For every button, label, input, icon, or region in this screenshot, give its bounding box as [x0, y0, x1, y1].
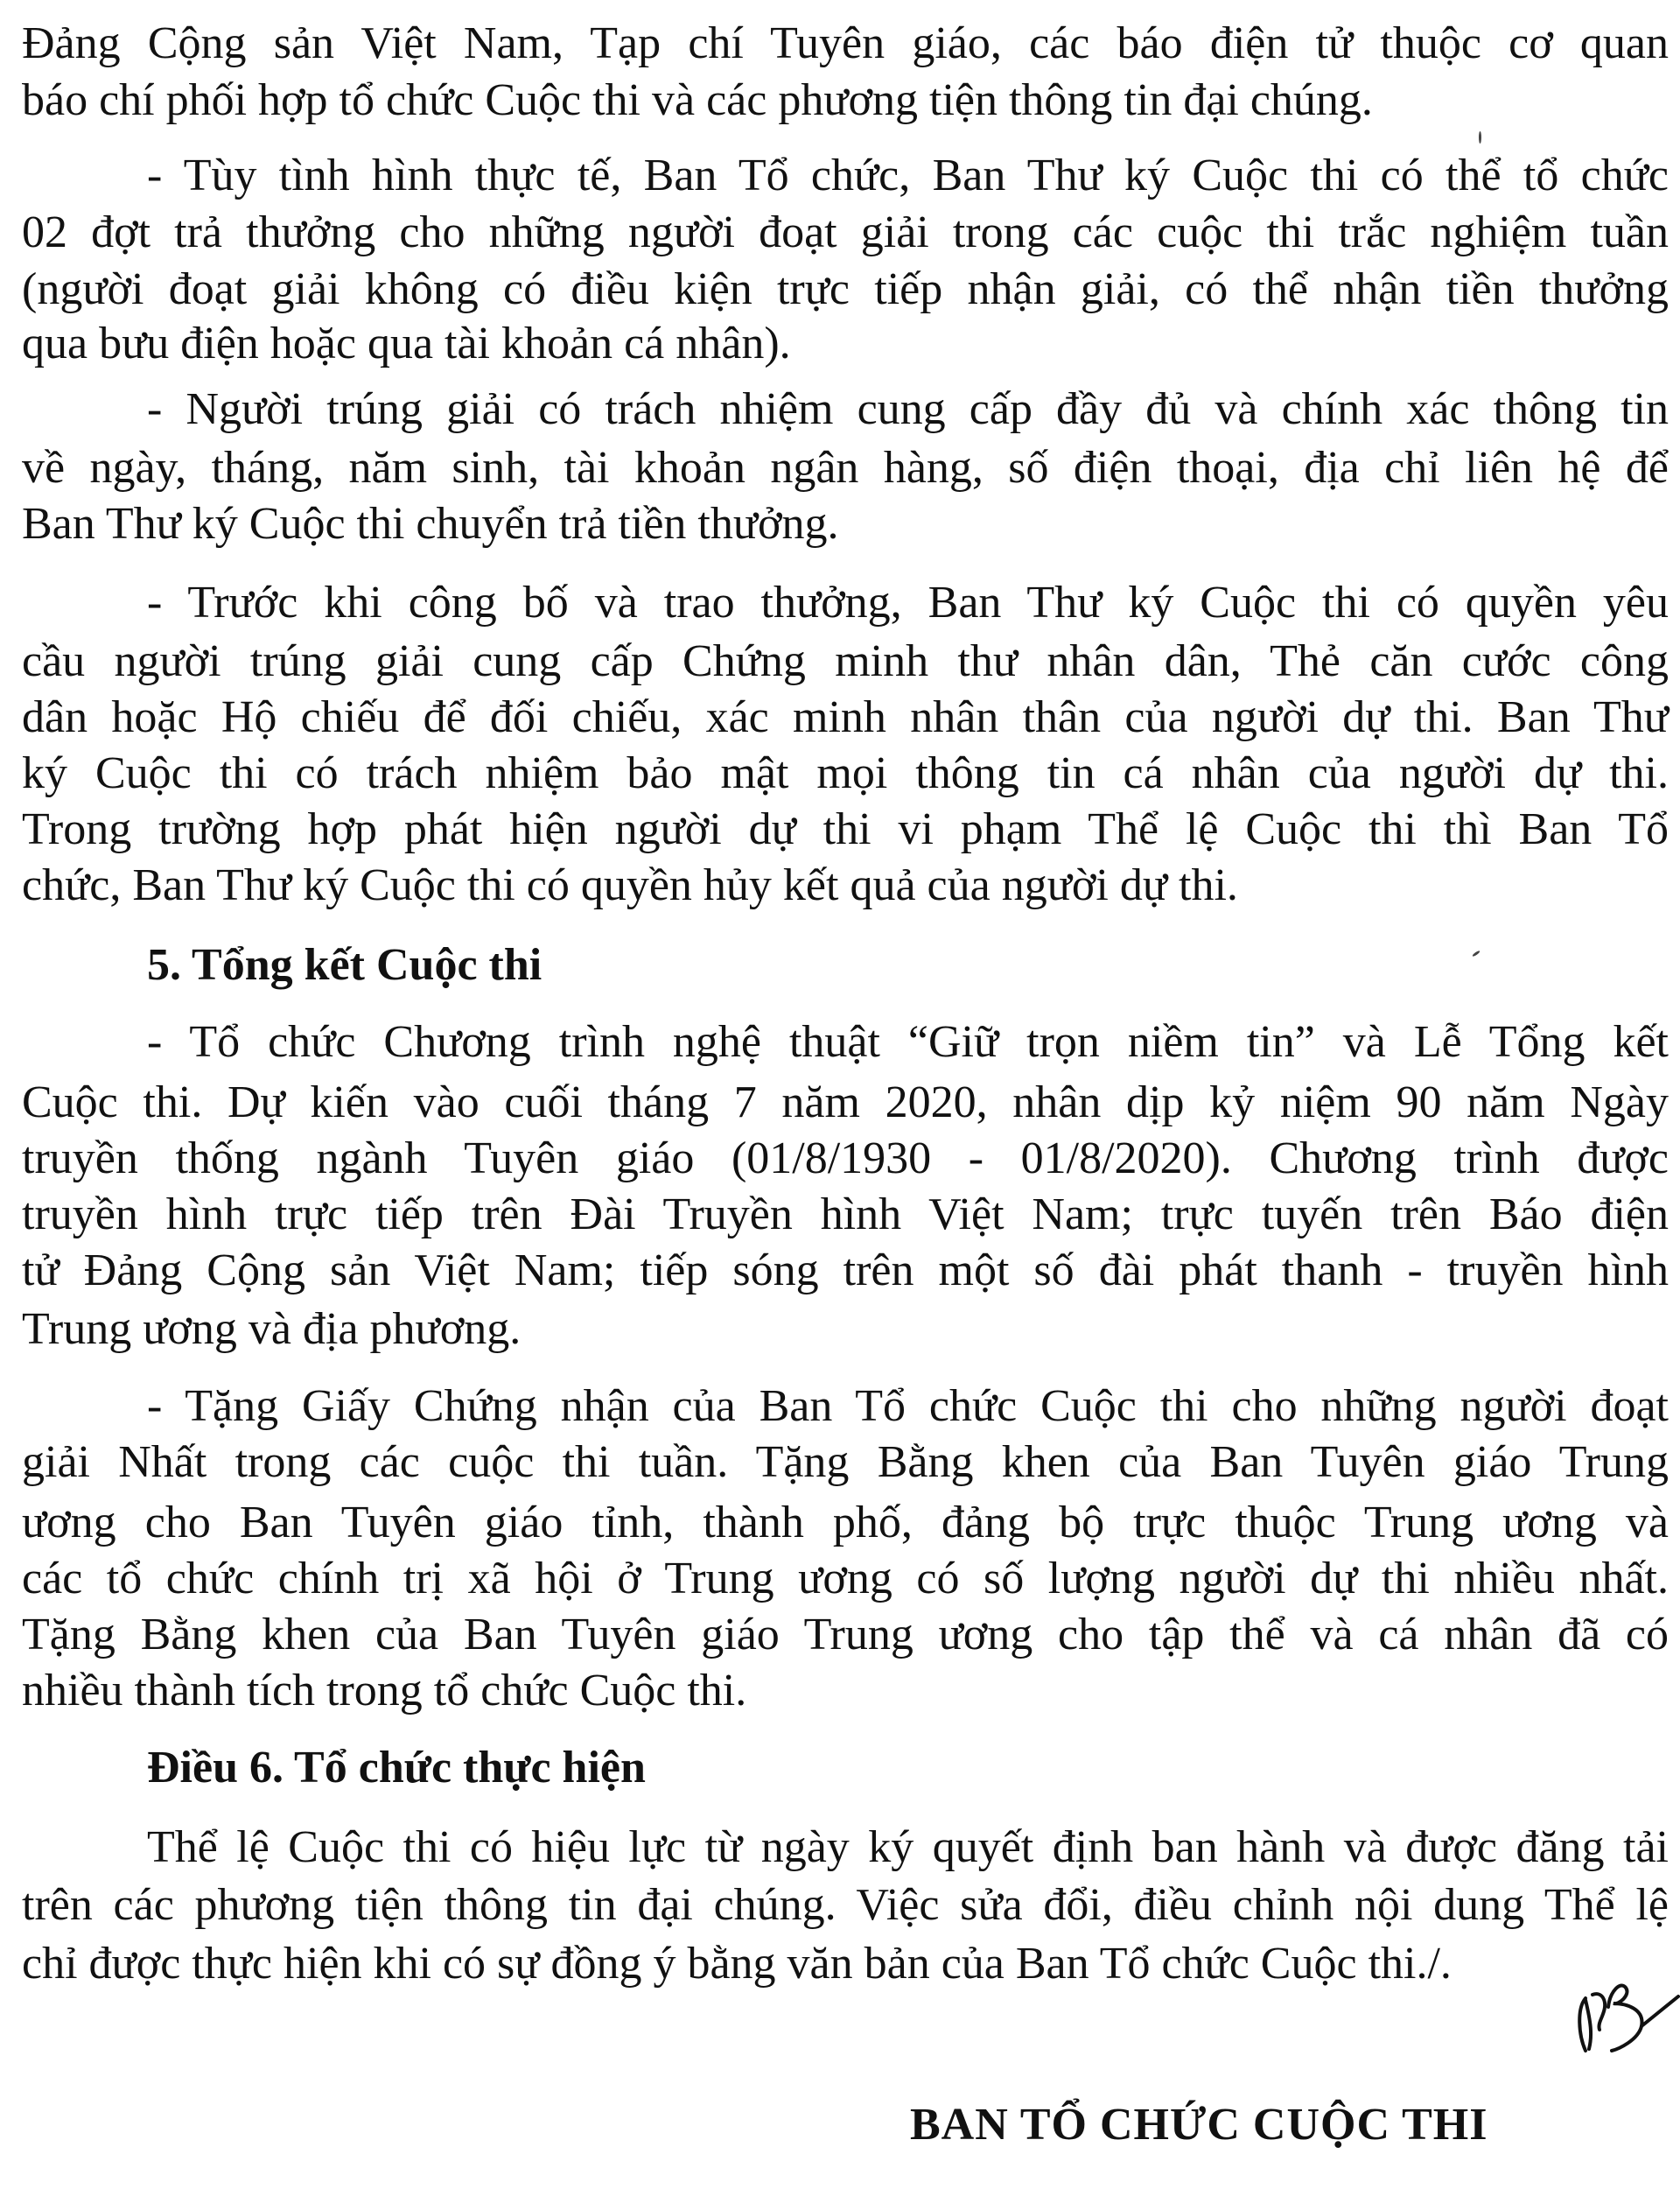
text-line: ký Cuộc thi có trách nhiệm bảo mật mọi thông tin cá nhân của người dự thi.: [22, 748, 1669, 798]
text-line: qua bưu điện hoặc qua tài khoản cá nhân).: [22, 319, 791, 368]
scan-artifact: [1479, 131, 1481, 144]
text-line: báo chí phối hợp tổ chức Cuộc thi và các phương tiện thông tin đại chúng.: [22, 75, 1373, 125]
text-line: 02 đợt trả thưởng cho những người đoạt giải trong các cuộc thi trắc nghiệm tuần: [22, 207, 1669, 257]
text-line: dân hoặc Hộ chiếu để đối chiếu, xác minh nhân thân của người dự thi. Ban Thư: [22, 692, 1669, 742]
text-line: - Tùy tình hình thực tế, Ban Tổ chức, Ban Thư ký Cuộc thi có thể tổ chức: [147, 151, 1669, 200]
section-heading-5: 5. Tổng kết Cuộc thi: [147, 940, 542, 990]
text-line: Thể lệ Cuộc thi có hiệu lực từ ngày ký quyết định ban hành và được đăng tải: [147, 1822, 1669, 1872]
text-line: Tặng Bằng khen của Ban Tuyên giáo Trung ương cho tập thể và cá nhân đã có: [22, 1610, 1669, 1659]
text-line: - Tổ chức Chương trình nghệ thuật “Giữ trọn niềm tin” và Lễ Tổng kết: [147, 1017, 1669, 1067]
text-line: tử Đảng Cộng sản Việt Nam; tiếp sóng trên một số đài phát thanh - truyền hình: [22, 1245, 1669, 1295]
text-line: - Người trúng giải có trách nhiệm cung cấp đầy đủ và chính xác thông tin: [147, 384, 1669, 434]
article-heading-6: Điều 6. Tổ chức thực hiện: [147, 1743, 646, 1793]
text-line: chức, Ban Thư ký Cuộc thi có quyền hủy kết quả của người dự thi.: [22, 860, 1238, 910]
text-line: về ngày, tháng, năm sinh, tài khoản ngân hàng, số điện thoại, địa chỉ liên hệ để: [22, 443, 1669, 493]
text-line: truyền thống ngành Tuyên giáo (01/8/1930 - 01/8/2020). Chương trình được: [22, 1133, 1669, 1183]
scan-artifact: [1472, 950, 1480, 957]
text-line: các tổ chức chính trị xã hội ở Trung ương có số lượng người dự thi nhiều nhất.: [22, 1554, 1669, 1603]
text-line: Cuộc thi. Dự kiến vào cuối tháng 7 năm 2020, nhân dịp kỷ niệm 90 năm Ngày: [22, 1077, 1669, 1127]
text-line: Trung ương và địa phương.: [22, 1304, 522, 1354]
text-line: cầu người trúng giải cung cấp Chứng minh thư nhân dân, Thẻ căn cước công: [22, 636, 1669, 686]
text-line: ương cho Ban Tuyên giáo tỉnh, thành phố, đảng bộ trực thuộc Trung ương và: [22, 1498, 1669, 1547]
text-line: Trong trường hợp phát hiện người dự thi vi phạm Thể lệ Cuộc thi thì Ban Tổ: [22, 804, 1669, 854]
text-line: giải Nhất trong các cuộc thi tuần. Tặng Bằng khen của Ban Tuyên giáo Trung: [22, 1437, 1669, 1487]
signature-initials-icon: [1566, 1974, 1680, 2061]
text-line: - Tặng Giấy Chứng nhận của Ban Tổ chức Cuộc thi cho những người đoạt: [147, 1381, 1669, 1431]
text-line: chỉ được thực hiện khi có sự đồng ý bằng văn bản của Ban Tổ chức Cuộc thi./.: [22, 1939, 1452, 1989]
text-line: - Trước khi công bố và trao thưởng, Ban Thư ký Cuộc thi có quyền yêu: [147, 578, 1669, 628]
text-line: trên các phương tiện thông tin đại chúng. Việc sửa đổi, điều chỉnh nội dung Thể lệ: [22, 1880, 1669, 1930]
text-line: nhiều thành tích trong tổ chức Cuộc thi.: [22, 1666, 747, 1715]
text-line: (người đoạt giải không có điều kiện trực tiếp nhận giải, có thể nhận tiền thưởng: [22, 264, 1669, 314]
signature-block-title: BAN TỔ CHỨC CUỘC THI: [910, 2100, 1488, 2150]
text-line: Ban Thư ký Cuộc thi chuyển trả tiền thưởng.: [22, 499, 839, 549]
text-line: Đảng Cộng sản Việt Nam, Tạp chí Tuyên giáo, các báo điện tử thuộc cơ quan: [22, 18, 1669, 68]
text-line: truyền hình trực tiếp trên Đài Truyền hình Việt Nam; trực tuyến trên Báo điện: [22, 1189, 1669, 1239]
